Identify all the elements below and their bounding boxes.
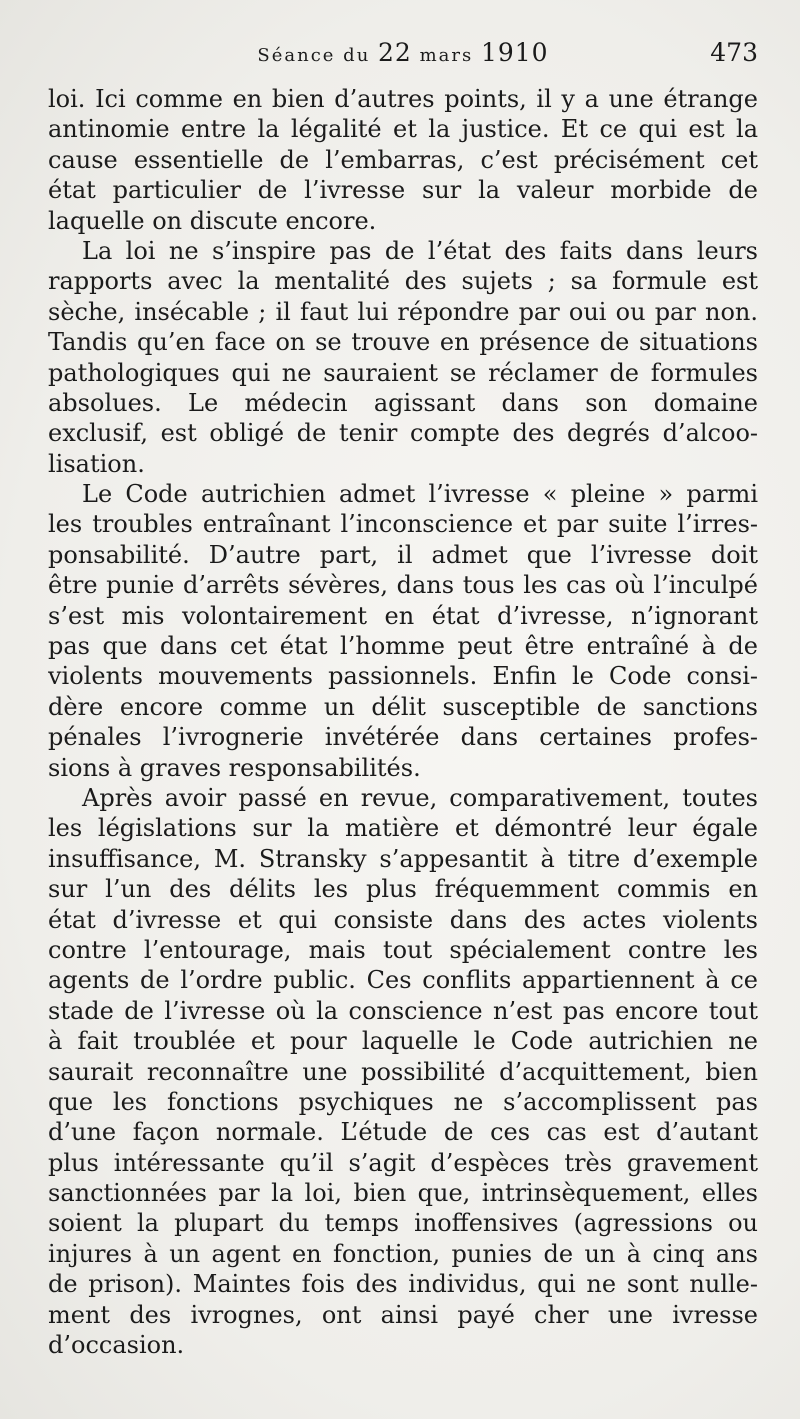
running-head (48, 38, 758, 67)
text-line: laquelle on discute encore. (48, 206, 377, 235)
text-line: sanctionnées par la loi, bien que, intrinsèquement, elles (48, 1179, 758, 1208)
text-line: Le Code autrichien admet l’ivresse « pleine » parmi (82, 480, 758, 509)
text-line: les troubles entraînant l’inconscience et par suite l’irres- (48, 510, 758, 539)
text-line: violents mouvements passionnels. Enfin le Code consi- (48, 662, 758, 691)
text-line: cause essentielle de l’embarras, c’est précisément cet (48, 145, 758, 174)
page-number: 473 (710, 38, 758, 67)
text-line: injures à un agent en fonction, punies de un à cinq ans (48, 1239, 758, 1268)
text-line: agents de l’ordre public. Ces conflits appartiennent à ce (48, 966, 758, 995)
text-line: être punie d’arrêts sévères, dans tous les cas où l’inculpé (48, 571, 758, 600)
text-line: sur l’un des délits les plus fréquemment commis en (48, 875, 758, 904)
text-line: pathologiques qui ne sauraient se réclamer de formules (48, 358, 758, 387)
paragraph (48, 236, 758, 479)
running-head-year: 1910 (480, 38, 549, 67)
text-line: plus intéressante qu’il s’agit d’espèces très gravement (48, 1148, 758, 1177)
text-line: d’une façon normale. L’étude de ces cas est d’autant (48, 1118, 758, 1147)
text-line: sèche, insécable ; il faut lui répondre par oui ou par non. (48, 297, 758, 326)
text-line: stade de l’ivresse où la conscience n’est pas encore tout (48, 996, 758, 1025)
text-line: ponsabilité. D’autre part, il admet que l’ivresse doit (48, 540, 758, 569)
running-head-day: 22 (378, 38, 412, 67)
paragraph (48, 479, 758, 783)
text-line: rapports avec la mentalité des sujets ; sa formule est (48, 267, 758, 296)
text-line: s’est mis volontairement en état d’ivresse, n’ignorant (48, 601, 758, 630)
page-header (48, 38, 758, 78)
text-line: exclusif, est obligé de tenir compte des degrés d’alcoo- (48, 419, 758, 448)
text-line: loi. Ici comme en bien d’autres points, il y a une étrange (48, 85, 758, 113)
running-head-prefix: Séance du (257, 45, 379, 66)
text-line: ment des ivrognes, ont ainsi payé cher une ivresse (48, 1300, 758, 1329)
text-line: de prison). Maintes fois des individus, qui ne sont nulle- (48, 1270, 758, 1299)
text-line: d’occasion. (48, 1331, 185, 1360)
text-line: dère encore comme un délit susceptible de sanctions (48, 692, 758, 721)
text-line: contre l’entourage, mais tout spécialement contre les (48, 935, 758, 964)
text-line: soient la plupart du temps inoffensives (agressions ou (48, 1209, 758, 1238)
running-head-month: mars (411, 45, 481, 66)
text-line: les législations sur la matière et démontré leur égale (48, 814, 758, 843)
text-line: à fait troublée et pour laquelle le Code autrichien ne (48, 1027, 758, 1056)
text-line: état particulier de l’ivresse sur la valeur morbide de (48, 176, 758, 205)
text-line: antinomie entre la légalité et la justice. Et ce qui est la (48, 115, 758, 144)
body-text (48, 84, 758, 1360)
paragraph (48, 84, 758, 236)
text-line: saurait reconnaître une possibilité d’acquittement, bien (48, 1057, 758, 1086)
text-line: Tandis qu’en face on se trouve en présence de situations (48, 328, 758, 357)
paragraph (48, 783, 758, 1360)
text-line: insuffisance, M. Stransky s’appesantit à titre d’exemple (48, 844, 758, 873)
text-line: sions à graves responsabilités. (48, 753, 421, 782)
text-line: que les fonctions psychiques ne s’accomplissent pas (48, 1087, 758, 1116)
text-line: état d’ivresse et qui consiste dans des actes violents (48, 905, 758, 934)
text-line: pénales l’ivrognerie invétérée dans certaines profes- (48, 723, 758, 752)
text-line: La loi ne s’inspire pas de l’état des faits dans leurs (82, 236, 758, 265)
text-line: Après avoir passé en revue, comparativement, toutes (82, 783, 758, 812)
text-line: absolues. Le médecin agissant dans son domaine (48, 388, 758, 417)
text-line: lisation. (48, 449, 145, 478)
text-line: pas que dans cet état l’homme peut être entraîné à de (48, 632, 758, 661)
